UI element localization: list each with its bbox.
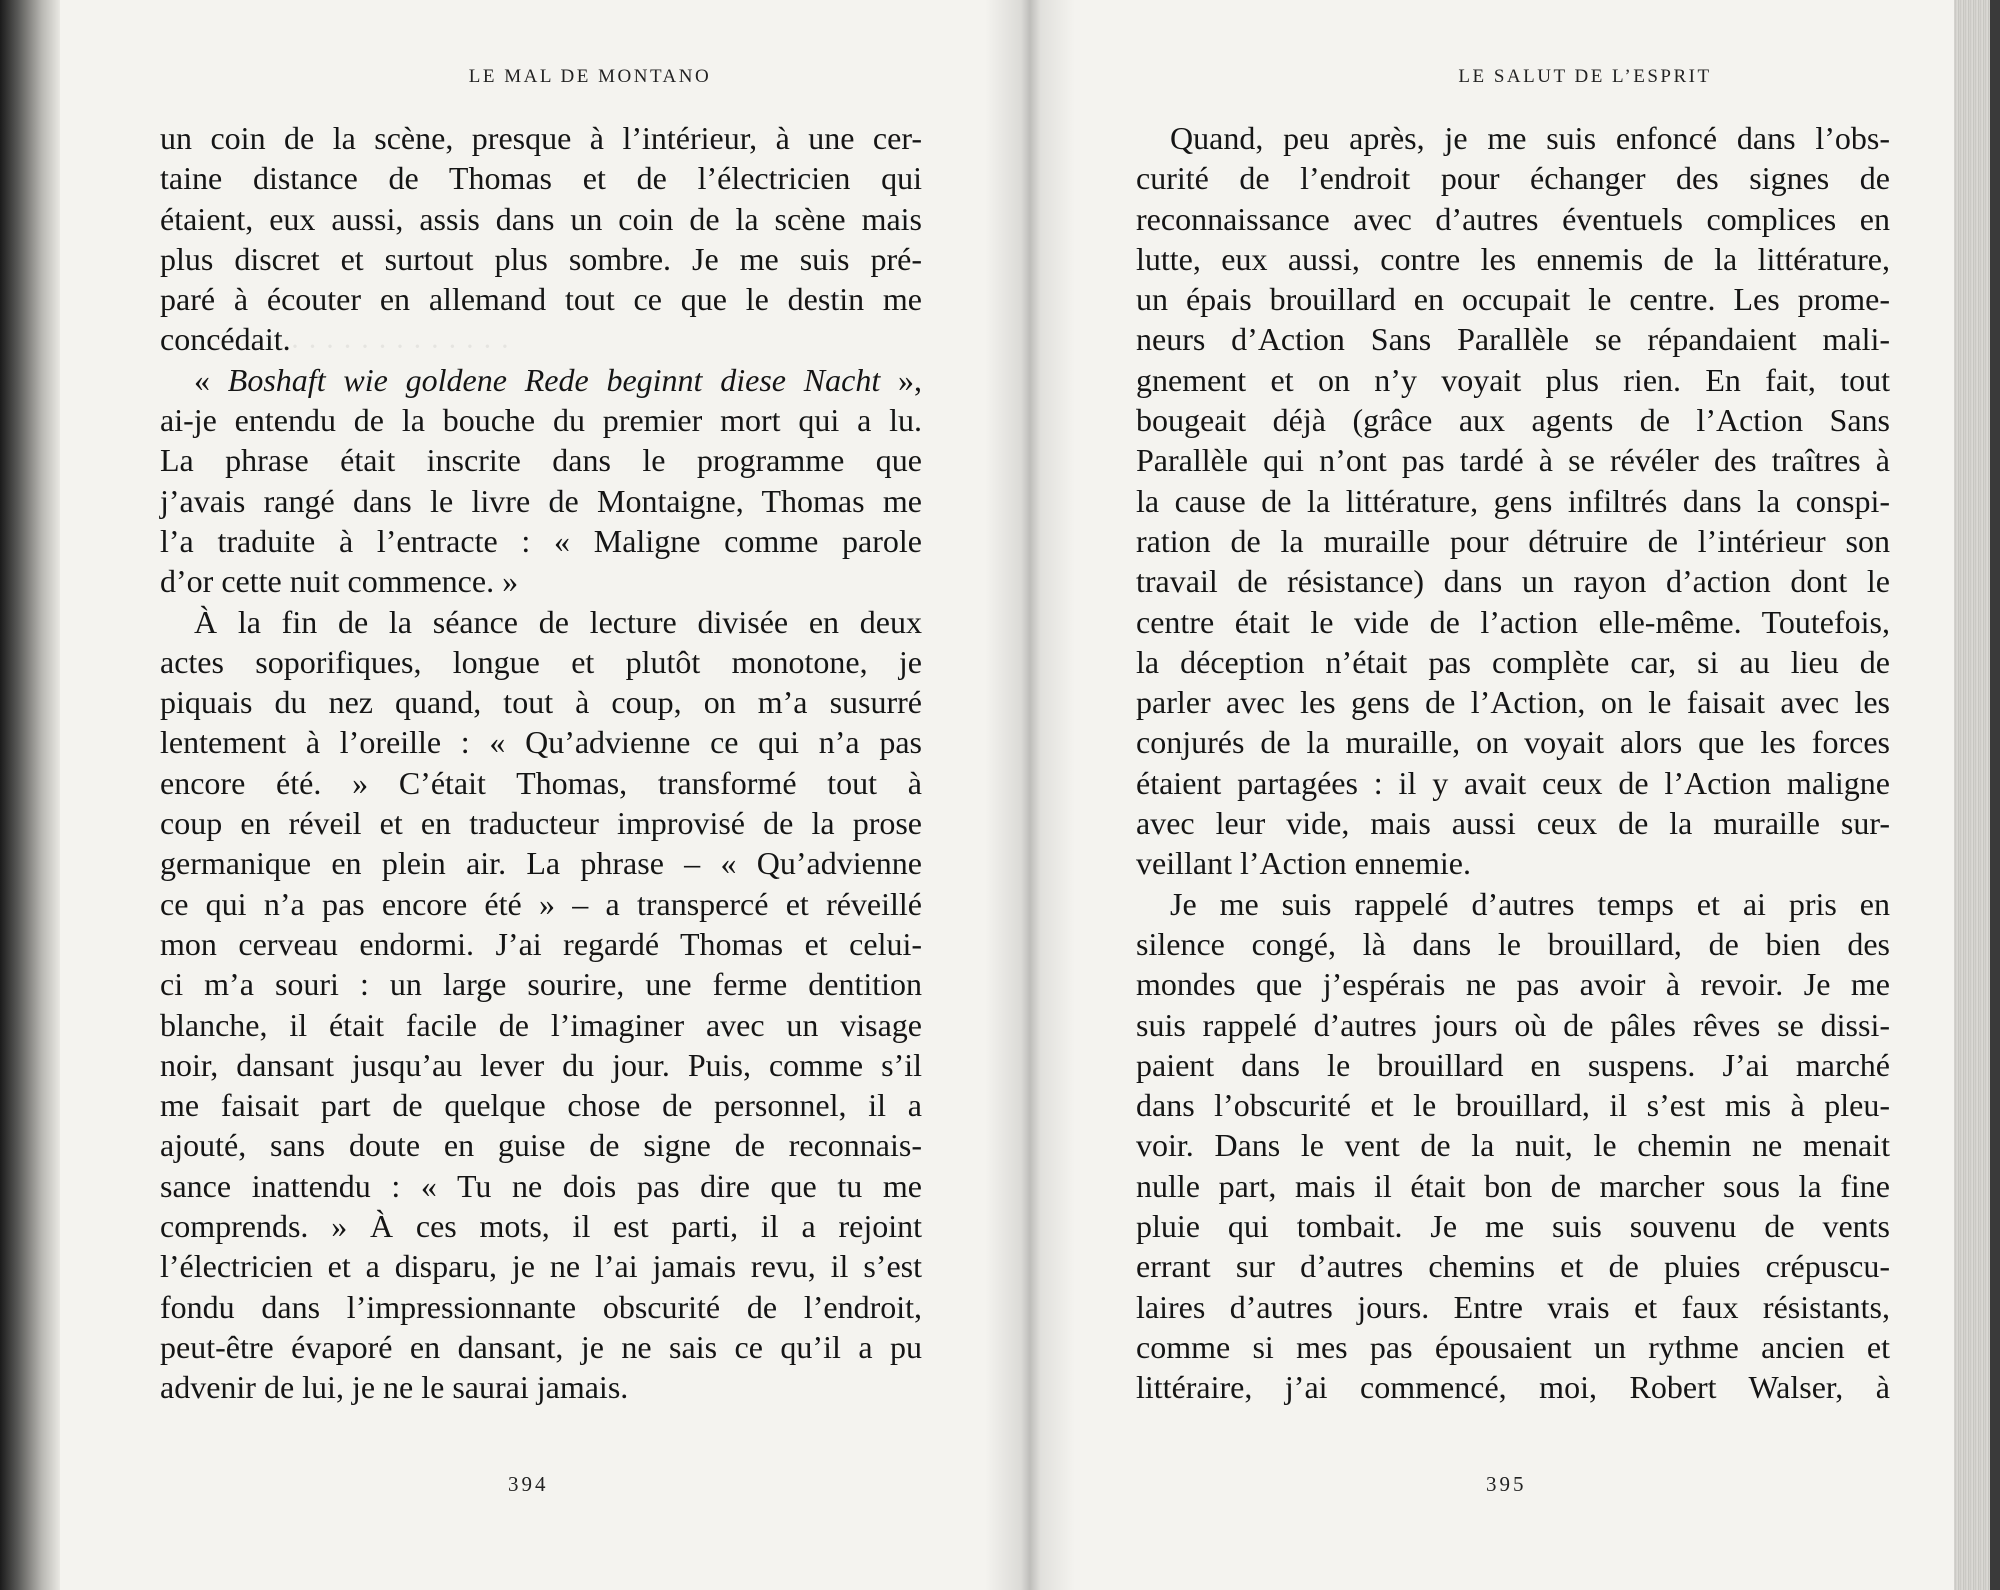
text-line: lutte, eux aussi, contre les ennemis de la littérature,: [1136, 240, 1890, 277]
running-head: LE SALUT DE L’ESPRIT: [1458, 66, 1712, 87]
page-number: 394: [508, 1472, 549, 1496]
text-line: blanche, il était facile de l’imaginer avec un visage: [160, 1006, 922, 1043]
text-line: advenir de lui, je ne le saurai jamais.: [160, 1369, 629, 1406]
text-line: Parallèle qui n’ont pas tardé à se révéler des traîtres à: [1136, 442, 1890, 479]
text-line: noir, dansant jusqu’au lever du jour. Puis, comme s’il: [160, 1046, 922, 1083]
text-line: ce qui n’a pas encore été » – a transpercé et réveillé: [160, 885, 922, 922]
text-line: neurs d’Action Sans Parallèle se répandaient mali-: [1136, 321, 1890, 358]
german-quote: Boshaft wie goldene Rede beginnt diese Nacht: [227, 361, 881, 398]
book-binding-edge: [0, 0, 60, 1590]
text-line: laires d’autres jours. Entre vrais et faux résistants,: [1136, 1288, 1890, 1325]
text-line: voir. Dans le vent de la nuit, le chemin ne menait: [1136, 1127, 1890, 1164]
text-line: reconnaissance avec d’autres éventuels complices en: [1136, 200, 1890, 237]
page-stack-edge: [1954, 0, 2000, 1590]
text-line: centre était le vide de l’action elle-même. Toutefois,: [1136, 603, 1890, 640]
text-line: mon cerveau endormi. J’ai regardé Thomas et celui-: [160, 925, 922, 962]
text-line: nulle part, mais il était bon de marcher sous la fine: [1136, 1167, 1890, 1204]
text-line: la cause de la littérature, gens infiltrés dans la conspi-: [1136, 482, 1890, 519]
text-line: gnement et on n’y voyait plus rien. En fait, tout: [1136, 361, 1890, 398]
text-line: mondes que j’espérais ne pas avoir à revoir. Je me: [1136, 966, 1890, 1003]
text-line: encore été. » C’était Thomas, transformé tout à: [160, 764, 922, 801]
left-page: [60, 0, 1010, 1590]
text-line: La phrase était inscrite dans le programme que: [160, 442, 922, 479]
text-line: paient dans le brouillard en suspens. J’ai marché: [1136, 1046, 1890, 1083]
text-line: d’or cette nuit commence. »: [160, 563, 519, 600]
text-line: pluie qui tombait. Je me suis souvenu de vents: [1136, 1208, 1890, 1245]
text-line: avec leur vide, mais aussi ceux de la muraille sur-: [1136, 805, 1890, 842]
text-line: parler avec les gens de l’Action, on le faisait avec les: [1136, 684, 1890, 721]
text-line: silence congé, là dans le brouillard, de bien des: [1136, 925, 1890, 962]
text-line: peut-être évaporé en dansant, je ne sais ce qu’il a pu: [160, 1328, 922, 1365]
text-line: piquais du nez quand, tout à coup, on m’a susurré: [160, 684, 922, 721]
text-line: ai-je entendu de la bouche du premier mort qui a lu.: [160, 402, 922, 439]
text-line: dans l’obscurité et le brouillard, il s’est mis à pleu-: [1136, 1087, 1890, 1124]
text-line: coup en réveil et en traducteur improvisé de la prose: [160, 805, 922, 842]
text-line: étaient, eux aussi, assis dans un coin de la scène mais: [160, 200, 922, 237]
text-line: concédait.: [160, 321, 291, 358]
text-line: un coin de la scène, presque à l’intérieur, à une cer-: [160, 120, 922, 156]
text-line: la déception n’était pas complète car, si au lieu de: [1136, 643, 1890, 680]
text-line: actes soporifiques, longue et plutôt monotone, je: [160, 643, 922, 680]
text-line: taine distance de Thomas et de l’électricien qui: [160, 160, 922, 197]
text-line: À la fin de la séance de lecture divisée en deux: [194, 603, 922, 640]
text-line: germanique en plein air. La phrase – « Qu’advienne: [160, 845, 922, 882]
page-number: 395: [1486, 1472, 1527, 1496]
text-line: suis rappelé d’autres jours où de pâles rêves se dissi-: [1136, 1006, 1890, 1043]
text-line: l’a traduite à l’entracte : « Maligne comme parole: [160, 522, 922, 559]
text-line: conjurés de la muraille, on voyait alors que les forces: [1136, 724, 1890, 761]
text-line: travail de résistance) dans un rayon d’action dont le: [1136, 563, 1890, 600]
text-line: ration de la muraille pour détruire de l’intérieur son: [1136, 522, 1890, 559]
text-line: un épais brouillard en occupait le centre. Les prome-: [1136, 281, 1890, 318]
body-text: [1136, 118, 1890, 1408]
text-line: me faisait part de quelque chose de personnel, il a: [160, 1087, 922, 1124]
text-line: comme si mes pas épousaient un rythme ancien et: [1136, 1328, 1890, 1365]
running-head: LE MAL DE MONTANO: [468, 66, 712, 87]
quote-mark: »,: [880, 361, 923, 398]
text-line: plus discret et surtout plus sombre. Je me suis pré-: [160, 240, 922, 277]
text-line: ci m’a souri : un large sourire, une ferme dentition: [160, 966, 922, 1003]
text-line: fondu dans l’impressionnante obscurité de l’endroit,: [160, 1288, 922, 1325]
text-line: veillant l’Action ennemie.: [1136, 845, 1471, 882]
text-line: curité de l’endroit pour échanger des signes de: [1136, 160, 1890, 197]
show-through-text: · · · · · · · · · · · · ·: [290, 330, 510, 363]
text-line: [160, 360, 922, 400]
text-line: littéraire, j’ai commencé, moi, Robert Walser, à: [1136, 1369, 1890, 1406]
text-line: sance inattendu : « Tu ne dois pas dire que tu me: [160, 1167, 922, 1204]
text-line: bougeait déjà (grâce aux agents de l’Action Sans: [1136, 402, 1890, 439]
body-text: [160, 118, 922, 1408]
text-line: l’électricien et a disparu, je ne l’ai jamais revu, il s’est: [160, 1248, 922, 1285]
text-line: étaient partagées : il y avait ceux de l’Action maligne: [1136, 764, 1890, 801]
text-line: paré à écouter en allemand tout ce que le destin me: [160, 281, 922, 318]
right-page: [1050, 0, 1954, 1590]
quote-mark: «: [194, 361, 228, 398]
text-line: errant sur d’autres chemins et de pluies crépuscu-: [1136, 1248, 1890, 1285]
text-line: Quand, peu après, je me suis enfoncé dans l’obs-: [1170, 120, 1890, 156]
text-line: ajouté, sans doute en guise de signe de reconnais-: [160, 1127, 922, 1164]
text-line: comprends. » À ces mots, il est parti, il a rejoint: [160, 1208, 922, 1245]
text-line: Je me suis rappelé d’autres temps et ai pris en: [1170, 885, 1890, 922]
text-line: lentement à l’oreille : « Qu’advienne ce qui n’a pas: [160, 724, 922, 761]
text-line: j’avais rangé dans le livre de Montaigne, Thomas me: [160, 482, 922, 519]
